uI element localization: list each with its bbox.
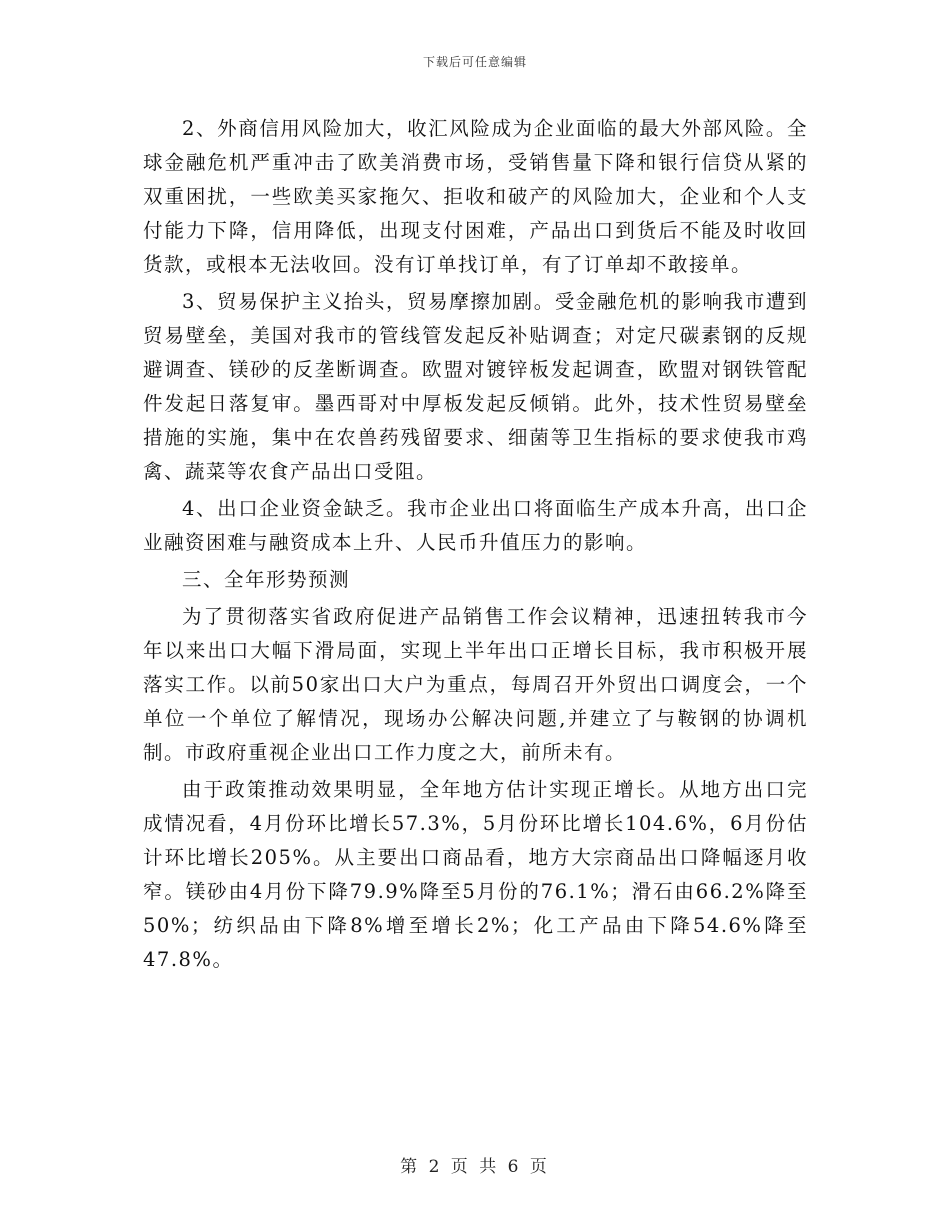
paragraph-foreign-credit-risk: 2、外商信用风险加大，收汇风险成为企业面临的最大外部风险。全球金融危机严重冲击了欧美消费市场，受销售量下降和银行信贷从紧的双重困扰，一些欧美买家拖欠、拒收和破产的风险加大，企业和个人支付能力下降，信用降低，出现支付困难，产品出口到货后不能及时收回货款，或根本无法收回。没有订单找订单，有了订单却不敢接单。 [143,117,808,276]
page-number: 第 2 页 共 6 页 [400,1157,550,1177]
paragraph-capital-shortage: 4、出口企业资金缺乏。我市企业出口将面临生产成本升高，出口企业融资困难与融资成本上升、人民币升值压力的影响。 [143,497,808,554]
page-header-note: 下载后可任意编辑 [422,55,527,69]
section-heading-annual-forecast: 三、全年形势预测 [182,568,351,591]
paragraph-policy-implementation: 为了贯彻落实省政府促进产品销售工作会议精神，迅速扭转我市今年以来出口大幅下滑局面，实现上半年出口正增长目标，我市积极开展落实工作。以前50家出口大户为重点，每周召开外贸出口调度会，一个单位一个单位了解情况，现场办公解决问题,并建立了与鞍钢的协调机制。市政府重视企业出口工作力度之大，前所未有。 [143,605,808,764]
paragraph-export-growth: 由于政策推动效果明显，全年地方估计实现正增长。从地方出口完成情况看，4月份环比增长57.3%，5月份环比增长104.6%，6月份估计环比增长205%。从主要出口商品看，地方大宗商品出口降幅逐月收窄。镁砂由4月份下降79.9%降至5月份的76.1%；滑石由66.2%降至50%；纺织品由下降8%增至增长2%；化工产品由下降54.6%降至47.8%。 [143,778,808,971]
paragraph-trade-protectionism: 3、贸易保护主义抬头，贸易摩擦加剧。受金融危机的影响我市遭到贸易壁垒，美国对我市的管线管发起反补贴调查；对定尺碳素钢的反规避调查、镁砂的反垄断调查。欧盟对镀锌板发起调查，欧盟对钢铁管配件发起日落复审。墨西哥对中厚板发起反倾销。此外，技术性贸易壁垒措施的实施，集中在农兽药残留要求、细菌等卫生指标的要求使我市鸡禽、蔬菜等农食产品出口受阻。 [143,290,808,483]
document-body [143,112,808,980]
